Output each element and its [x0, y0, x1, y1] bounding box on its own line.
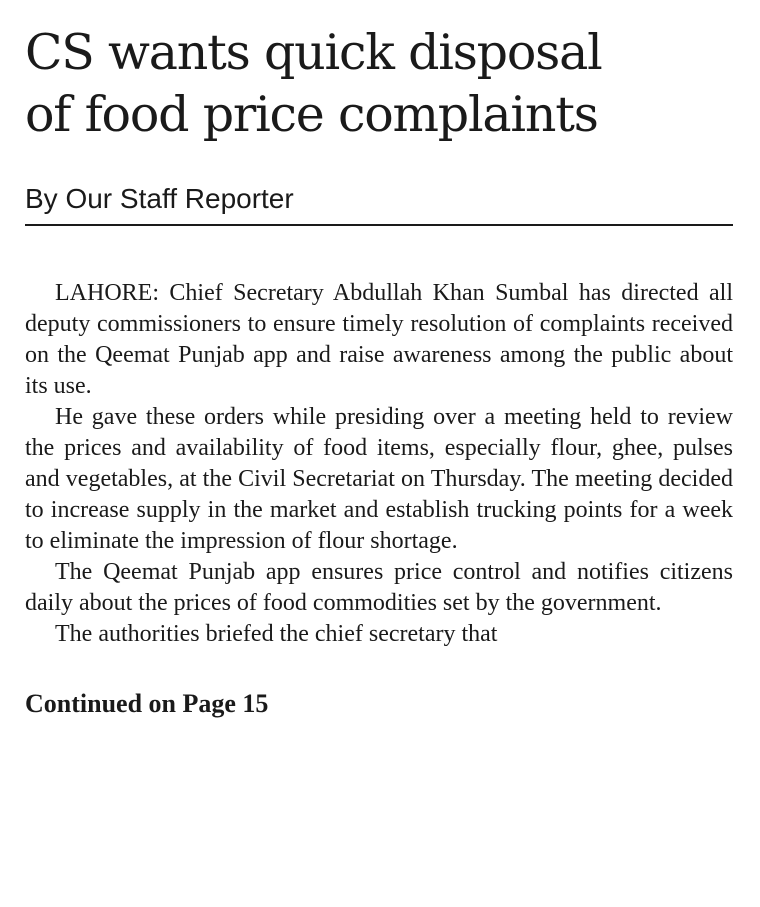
byline: By Our Staff Reporter — [25, 182, 733, 226]
headline-line-2: of food price complaints — [25, 86, 598, 143]
paragraph-2: He gave these orders while presiding over a meeting held to review the prices and availability of food items, especially flour, ghee, pulses and vegetables, at the Civil Secretariat on Thursday. The meeting decided to increase supply in the market and establish trucking points for a week to eliminate the impression of flour shortage. — [25, 404, 733, 554]
continued-link[interactable]: Continued on Page 15 — [25, 689, 269, 718]
headline-line-1: CS wants quick disposal — [25, 24, 602, 81]
article-body — [25, 278, 733, 650]
headline — [25, 0, 733, 146]
paragraph-4: The authorities briefed the chief secretary that — [55, 621, 498, 647]
paragraph-1: LAHORE: Chief Secretary Abdullah Khan Sumbal has directed all deputy commissioners to ensure timely resolution of complaints received on the Qeemat Punjab app and raise awareness among the public about its use. — [25, 280, 733, 399]
paragraph-3: The Qeemat Punjab app ensures price control and notifies citizens daily about the prices of food commodities set by the government. — [25, 559, 733, 616]
news-article — [25, 0, 733, 720]
